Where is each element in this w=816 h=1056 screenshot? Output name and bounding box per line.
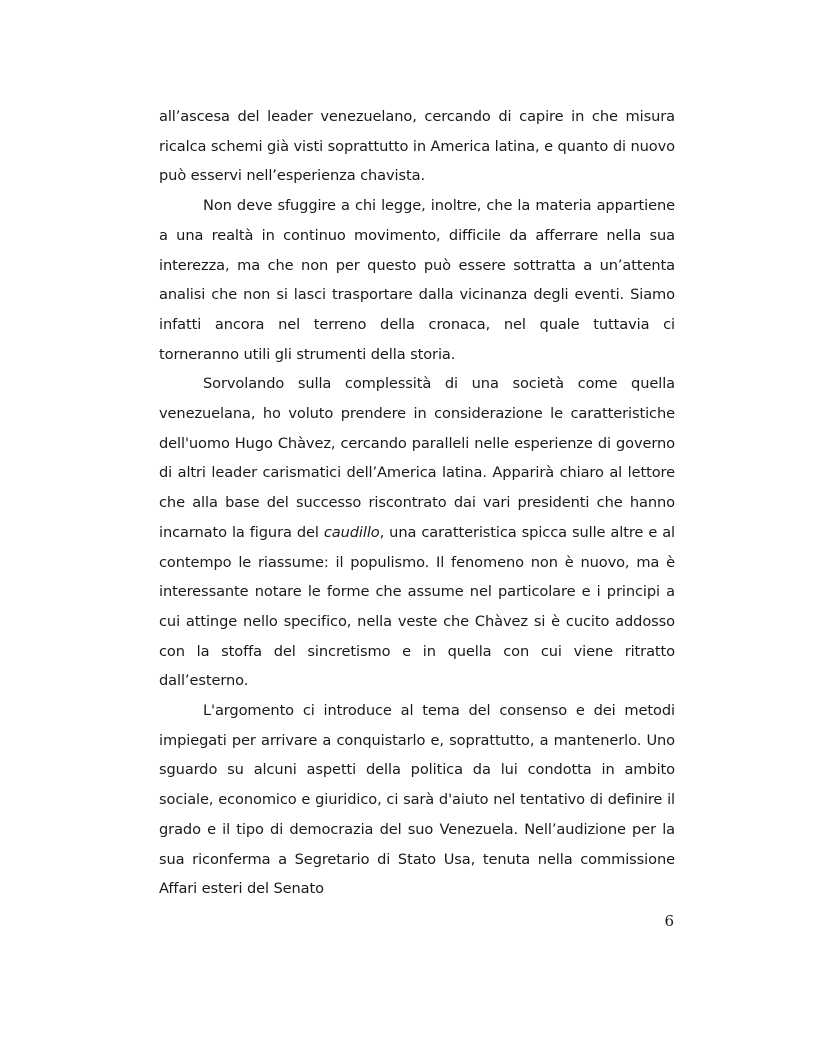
body-text — [159, 102, 675, 904]
paragraph-3-part-2: , una caratteristica spicca sulle altre e al contempo le riassume: il populismo. Il fenomeno non è nuovo, ma è interessante notare le forme che assume nel particolare e i principi a cui attinge nello specifico, nella veste che Chàvez si è cucito addosso con la stoffa del sincretismo e in quella con cui viene ritratto dall’esterno. — [159, 523, 675, 690]
paragraph-4: L'argomento ci introduce al tema del consenso e dei metodi impiegati per arrivare a conquistarlo e, soprattutto, a mantenerlo. Uno sguardo su alcuni aspetti della politica da lui condotta in ambito sociale, economico e giuridico, ci sarà d'aiuto nel tentativo di definire il grado e il tipo di democrazia del suo Venezuela. Nell’audizione per la sua riconferma a Segretario di Stato Usa, tenuta nella commissione Affari esteri del Senato — [159, 702, 675, 898]
paragraph-3-part-1: Sorvolando sulla complessità di una società come quella venezuelana, ho voluto prendere in considerazione le caratteristiche dell'uomo Hugo Chàvez, cercando paralleli nelle esperienze di governo di altri leader carismatici dell’America latina. Apparirà chiaro al lettore che alla base del successo riscontrato dai vari presidenti che hanno incarnato la figura del — [159, 375, 675, 541]
paragraph-3 — [159, 369, 675, 696]
paragraph-2: Non deve sfuggire a chi legge, inoltre, che la materia appartiene a una realtà in continuo movimento, difficile da afferrare nella sua interezza, ma che non per questo può essere sottratta a un’attenta analisi che non si lasci trasportare dalla vicinanza degli eventi. Siamo infatti ancora nel terreno della cronaca, nel quale tuttavia ci torneranno utili gli strumenti della storia. — [159, 197, 675, 363]
italic-term: caudillo — [323, 523, 380, 541]
paragraph-1: all’ascesa del leader venezuelano, cercando di capire in che misura ricalca schemi già visti soprattutto in America latina, e quanto di nuovo può esservi nell’esperienza chavista. — [159, 108, 675, 185]
page-number: 6 — [664, 912, 674, 930]
